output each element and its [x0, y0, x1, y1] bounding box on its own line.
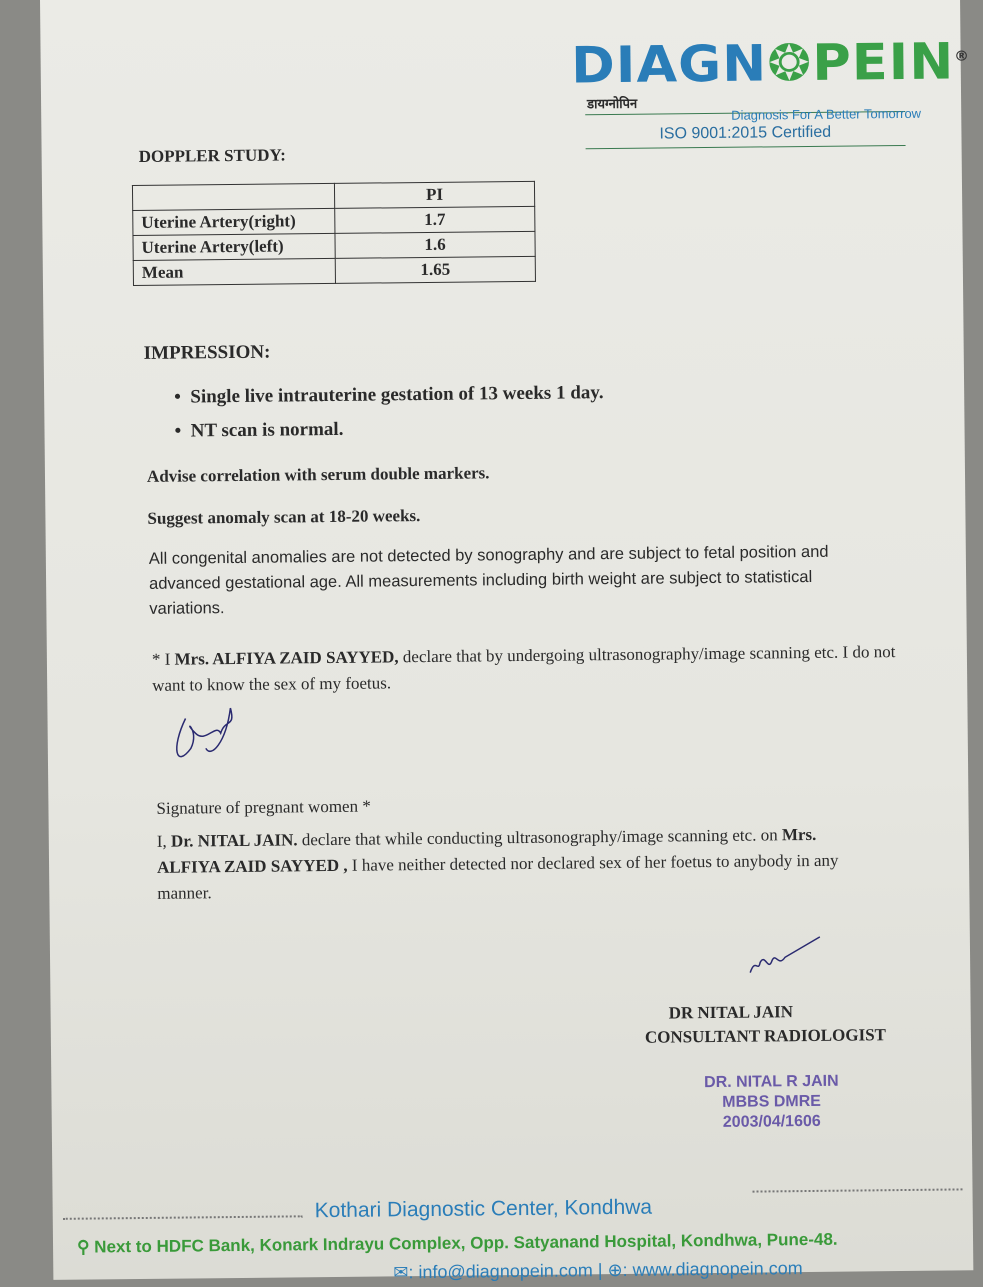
- email-icon: ✉: [393, 1262, 409, 1283]
- iso-cert: ISO 9001:2015 Certified: [659, 123, 832, 143]
- tagline: Diagnosis For A Better Tomorrow: [731, 105, 922, 123]
- doppler-table: [132, 181, 536, 286]
- table-row: Uterine Artery(right) 1.7: [133, 206, 535, 235]
- table-row: Mean 1.65: [133, 256, 535, 285]
- impression-title: IMPRESSION:: [143, 341, 271, 364]
- doppler-title: DOPPLER STUDY:: [138, 145, 286, 166]
- center-name: Kothari Diagnostic Center, Kondhwa: [314, 1195, 653, 1223]
- advice-2: Suggest anomaly scan at 18-20 weeks.: [147, 506, 421, 528]
- doctor-declaration: I, Dr. NITAL JAIN. declare that while conducting ultrasonography/image scanning etc. on Mrs. ALFIYA ZAID SAYYED , I have neither detected nor declared sex of her foetus to anybody in any manner.: [156, 824, 839, 903]
- globe-icon: ⊕: [607, 1259, 623, 1281]
- impression-item: • NT scan is normal.: [174, 418, 344, 442]
- disclaimer: All congenital anomalies are not detected by sonography and are subject to fetal position and advanced gestational age. All measurements including birth weight are subject to statistical variations.: [148, 542, 829, 618]
- advice-1: Advise correlation with serum double markers.: [146, 463, 490, 486]
- patient-signature: [165, 688, 266, 769]
- location-icon: ⚲: [76, 1237, 90, 1257]
- impression-item: • Single live intrauterine gestation of 13 weeks 1 day.: [174, 382, 604, 408]
- address: ⚲ Next to HDFC Bank, Konark Indrayu Complex, Opp. Satyanand Hospital, Kondhwa, Pune-48.: [76, 1229, 838, 1257]
- logo-hindi: डायग्नोपिन: [587, 95, 638, 112]
- logo: DIAGN❂PEIN®: [570, 32, 971, 95]
- doctor-title: CONSULTANT RADIOLOGIST: [644, 1025, 887, 1047]
- column-header: PI: [334, 181, 534, 208]
- doctor-stamp: DR. NITAL R JAIN MBBS DMRE 2003/04/1606: [704, 1072, 839, 1131]
- table-row: Uterine Artery(left) 1.6: [133, 231, 535, 260]
- website-link[interactable]: : www.diagnopein.com: [622, 1258, 803, 1280]
- doctor-name: DR NITAL JAIN: [668, 1002, 794, 1023]
- email-link[interactable]: : info@diagnopein.com: [408, 1260, 593, 1283]
- doctor-signature: [740, 932, 841, 993]
- report-page: [40, 0, 973, 1283]
- signature-label: Signature of pregnant women *: [156, 796, 371, 818]
- patient-declaration: * I Mrs. ALFIYA ZAID SAYYED, declare that by undergoing ultrasonography/image scanning etc. I do not want to know the sex of my foetus.: [151, 642, 896, 695]
- contact-line: ✉: info@diagnopein.com | ⊕: www.diagnopein.com: [393, 1258, 803, 1283]
